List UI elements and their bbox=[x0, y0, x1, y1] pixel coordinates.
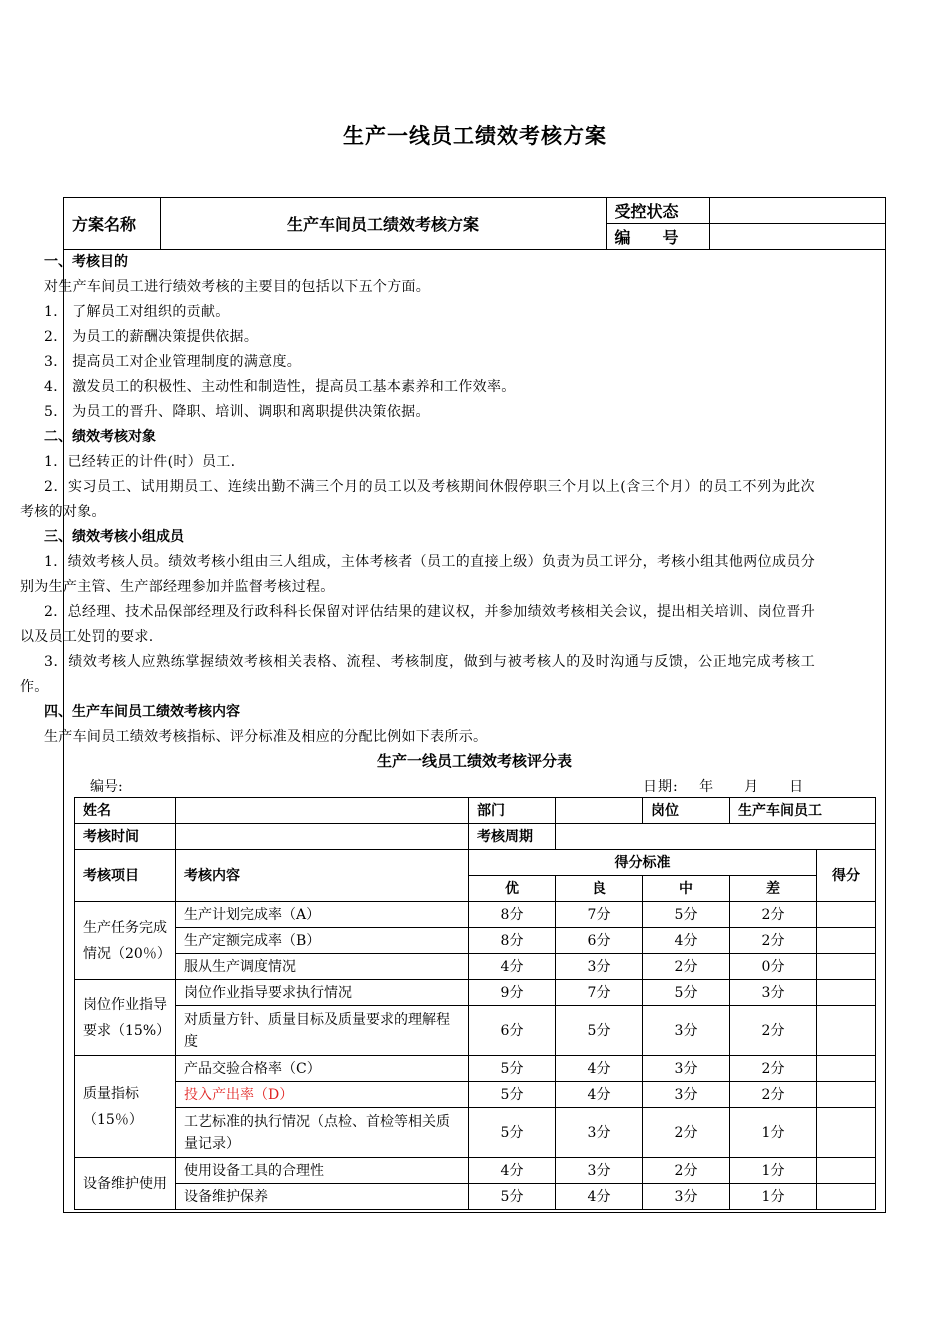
table-header-row bbox=[75, 850, 876, 876]
section-paragraph: 3． 提高员工对企业管理制度的满意度。 bbox=[44, 354, 302, 370]
section-heading: 一、考核目的 bbox=[44, 254, 128, 270]
name-value bbox=[176, 798, 469, 824]
score-sheet-title: 生产一线员工绩效考核评分表 bbox=[376, 752, 572, 770]
grade-score-cell: 9分 bbox=[469, 980, 556, 1006]
category-cell: 质量指标（15％） bbox=[75, 1056, 176, 1158]
earned-score-cell bbox=[817, 1158, 876, 1184]
control-status-label: 受控状态 bbox=[606, 198, 709, 224]
section-paragraph: 5． 为员工的晋升、降职、培训、调职和离职提供决策依据。 bbox=[44, 404, 430, 420]
name-label: 姓名 bbox=[75, 798, 176, 824]
score-row bbox=[75, 1006, 876, 1056]
time-value bbox=[176, 824, 469, 850]
score-row bbox=[75, 902, 876, 928]
category-cell: 岗位作业指导要求（15%） bbox=[75, 980, 176, 1056]
section-paragraph: 1．绩效考核人员。绩效考核小组由三人组成，主体考核者（员工的直接上级）负责为员工评分，考核小组其他两位成员分别为生产主管、生产部经理参加并监督考核过程。 bbox=[20, 554, 815, 595]
grade-score-cell: 2分 bbox=[643, 1158, 730, 1184]
dept-value bbox=[556, 798, 643, 824]
grade-score-cell: 5分 bbox=[643, 980, 730, 1006]
grade-score-cell: 6分 bbox=[556, 928, 643, 954]
grade-score-cell: 8分 bbox=[469, 928, 556, 954]
post-value: 生产车间员工 bbox=[730, 798, 876, 824]
period-value bbox=[556, 824, 876, 850]
grade-score-cell: 3分 bbox=[643, 1184, 730, 1210]
col-content-header: 考核内容 bbox=[176, 850, 469, 902]
section-paragraph: 2．实习员工、试用期员工、连续出勤不满三个月的员工以及考核期间休假停职三个月以上(含三个月）的员工不列为此次考核的对象。 bbox=[20, 479, 815, 520]
score-row bbox=[75, 980, 876, 1006]
grade-score-cell: 2分 bbox=[730, 902, 817, 928]
grade-score-cell: 3分 bbox=[643, 1056, 730, 1082]
col-item-header: 考核项目 bbox=[75, 850, 176, 902]
content-cell: 服从生产调度情况 bbox=[176, 954, 469, 980]
grade-score-cell: 5分 bbox=[469, 1184, 556, 1210]
content-cell: 产品交验合格率（C） bbox=[176, 1056, 469, 1082]
employee-row bbox=[75, 798, 876, 824]
score-row bbox=[75, 928, 876, 954]
grade-score-cell: 5分 bbox=[469, 1082, 556, 1108]
section-paragraph: 2． 为员工的薪酬决策提供依据。 bbox=[44, 329, 259, 345]
grade-score-cell: 4分 bbox=[556, 1184, 643, 1210]
grade-score-cell: 4分 bbox=[556, 1056, 643, 1082]
plan-name-label: 方案名称 bbox=[64, 198, 160, 250]
col-score-header: 得分 bbox=[817, 850, 876, 902]
grade-score-cell: 2分 bbox=[643, 954, 730, 980]
grade-medium: 中 bbox=[643, 876, 730, 902]
grade-score-cell: 8分 bbox=[469, 902, 556, 928]
grade-score-cell: 1分 bbox=[730, 1184, 817, 1210]
content-cell: 设备维护保养 bbox=[176, 1184, 469, 1210]
content-cell: 生产定额完成率（B） bbox=[176, 928, 469, 954]
content-cell: 岗位作业指导要求执行情况 bbox=[176, 980, 469, 1006]
time-row bbox=[75, 824, 876, 850]
content-cell: 使用设备工具的合理性 bbox=[176, 1158, 469, 1184]
earned-score-cell bbox=[817, 954, 876, 980]
grade-score-cell: 3分 bbox=[643, 1006, 730, 1056]
grade-poor: 差 bbox=[730, 876, 817, 902]
number-label: 编 号 bbox=[606, 224, 709, 250]
sheet-code-label: 编号: bbox=[90, 779, 123, 795]
grade-score-cell: 2分 bbox=[730, 1082, 817, 1108]
grade-excellent: 优 bbox=[469, 876, 556, 902]
section-paragraph: 3．绩效考核人应熟练掌握绩效考核相关表格、流程、考核制度，做到与被考核人的及时沟通与反馈，公正地完成考核工作。 bbox=[20, 654, 815, 695]
grade-score-cell: 1分 bbox=[730, 1158, 817, 1184]
dept-label: 部门 bbox=[469, 798, 556, 824]
grade-score-cell: 2分 bbox=[643, 1108, 730, 1158]
section-heading: 三、绩效考核小组成员 bbox=[44, 529, 184, 545]
post-label: 岗位 bbox=[643, 798, 730, 824]
grade-good: 良 bbox=[556, 876, 643, 902]
plan-body bbox=[20, 250, 815, 750]
col-standard-header: 得分标准 bbox=[469, 850, 817, 876]
category-cell: 设备维护使用 bbox=[75, 1158, 176, 1210]
grade-score-cell: 3分 bbox=[556, 1158, 643, 1184]
score-table bbox=[74, 797, 876, 1210]
content-cell: 对质量方针、质量目标及质量要求的理解程度 bbox=[176, 1006, 469, 1056]
score-row bbox=[75, 1184, 876, 1210]
grade-score-cell: 3分 bbox=[556, 1108, 643, 1158]
section-paragraph: 2．总经理、技术品保部经理及行政科科长保留对评估结果的建议权，并参加绩效考核相关会议，提出相关培训、岗位晋升以及员工处罚的要求. bbox=[20, 604, 815, 645]
grade-score-cell: 1分 bbox=[730, 1108, 817, 1158]
grade-score-cell: 0分 bbox=[730, 954, 817, 980]
content-cell: 工艺标准的执行情况（点检、首检等相关质量记录） bbox=[176, 1108, 469, 1158]
grade-score-cell: 2分 bbox=[730, 1056, 817, 1082]
grade-score-cell: 3分 bbox=[556, 954, 643, 980]
earned-score-cell bbox=[817, 902, 876, 928]
grade-score-cell: 4分 bbox=[469, 954, 556, 980]
plan-header-table bbox=[64, 198, 885, 250]
earned-score-cell bbox=[817, 1082, 876, 1108]
grade-score-cell: 5分 bbox=[556, 1006, 643, 1056]
earned-score-cell bbox=[817, 928, 876, 954]
category-cell: 生产任务完成情况（20％） bbox=[75, 902, 176, 980]
score-row bbox=[75, 1082, 876, 1108]
grade-score-cell: 5分 bbox=[469, 1056, 556, 1082]
plan-name-value: 生产车间员工绩效考核方案 bbox=[160, 198, 606, 250]
section-paragraph: 对生产车间员工进行绩效考核的主要目的包括以下五个方面。 bbox=[44, 279, 431, 295]
document-title: 生产一线员工绩效考核方案 bbox=[343, 124, 607, 148]
earned-score-cell bbox=[817, 980, 876, 1006]
grade-score-cell: 2分 bbox=[730, 1006, 817, 1056]
earned-score-cell bbox=[817, 1184, 876, 1210]
grade-score-cell: 5分 bbox=[469, 1108, 556, 1158]
section-heading: 四、生产车间员工绩效考核内容 bbox=[44, 704, 240, 720]
grade-score-cell: 7分 bbox=[556, 980, 643, 1006]
grade-score-cell: 3分 bbox=[643, 1082, 730, 1108]
grade-score-cell: 2分 bbox=[730, 928, 817, 954]
section-paragraph: 1．已经转正的计件(时）员工. bbox=[44, 454, 236, 470]
earned-score-cell bbox=[817, 1006, 876, 1056]
period-label: 考核周期 bbox=[469, 824, 556, 850]
control-status-value bbox=[709, 198, 885, 224]
sheet-date-label: 日期: 年 月 日 bbox=[643, 779, 805, 795]
grade-score-cell: 6分 bbox=[469, 1006, 556, 1056]
grade-score-cell: 7分 bbox=[556, 902, 643, 928]
earned-score-cell bbox=[817, 1056, 876, 1082]
score-row bbox=[75, 1108, 876, 1158]
grade-score-cell: 4分 bbox=[469, 1158, 556, 1184]
content-cell: 投入产出率（D） bbox=[176, 1082, 469, 1108]
score-row bbox=[75, 954, 876, 980]
earned-score-cell bbox=[817, 1108, 876, 1158]
section-heading: 二、绩效考核对象 bbox=[44, 429, 156, 445]
section-paragraph: 生产车间员工绩效考核指标、评分标准及相应的分配比例如下表所示。 bbox=[44, 729, 488, 745]
score-row bbox=[75, 1056, 876, 1082]
time-label: 考核时间 bbox=[75, 824, 176, 850]
grade-score-cell: 4分 bbox=[556, 1082, 643, 1108]
grade-score-cell: 3分 bbox=[730, 980, 817, 1006]
section-paragraph: 1． 了解员工对组织的贡献。 bbox=[44, 304, 230, 320]
grade-score-cell: 5分 bbox=[643, 902, 730, 928]
content-cell: 生产计划完成率（A） bbox=[176, 902, 469, 928]
grade-score-cell: 4分 bbox=[643, 928, 730, 954]
score-row bbox=[75, 1158, 876, 1184]
number-value bbox=[709, 224, 885, 250]
section-paragraph: 4． 激发员工的积极性、主动性和制造性，提高员工基本素养和工作效率。 bbox=[44, 379, 516, 395]
